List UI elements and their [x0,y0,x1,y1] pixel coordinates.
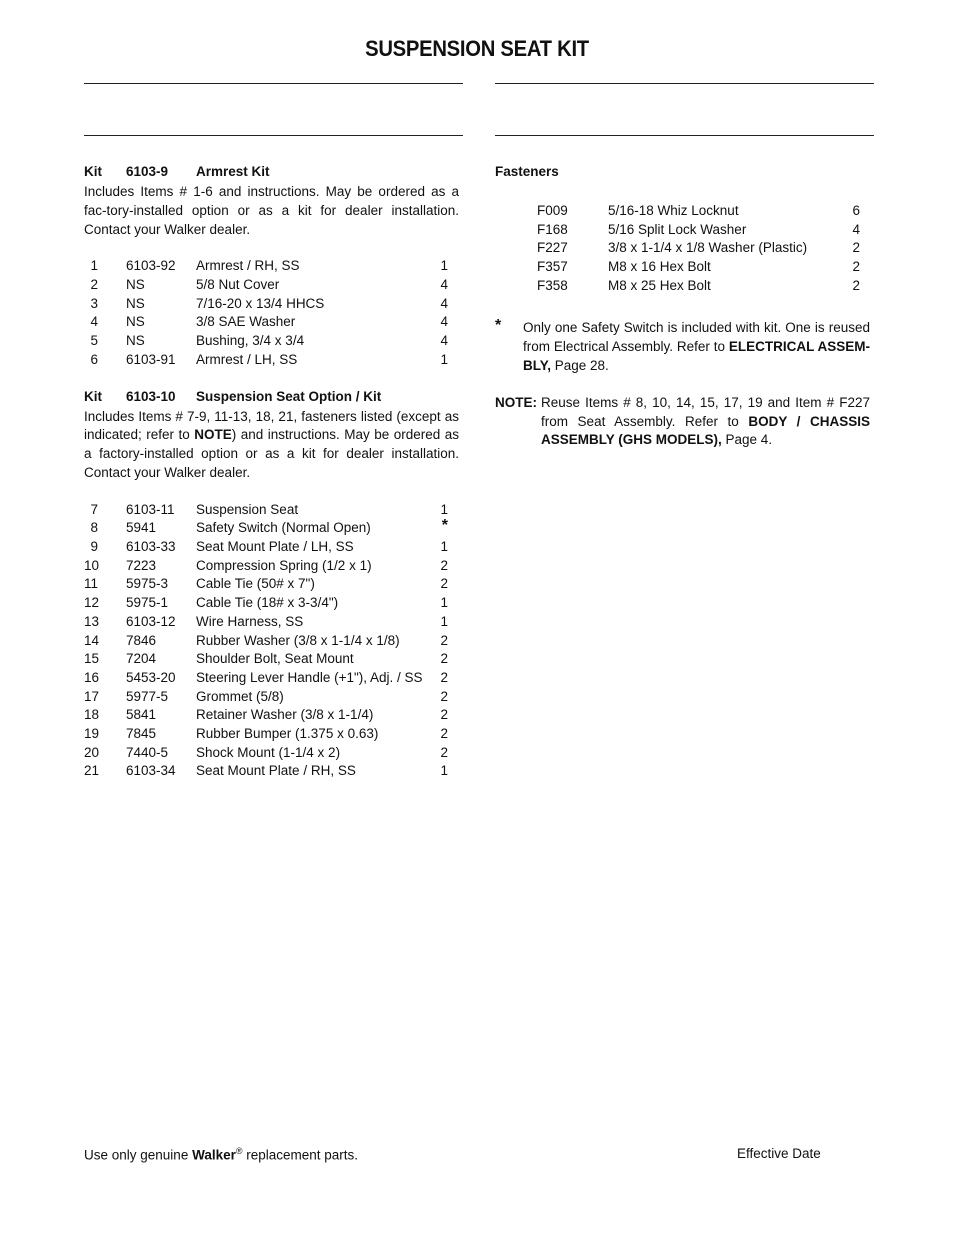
parts-row [84,538,459,557]
part-quantity: 2 [440,669,448,685]
part-description: Shock Mount (1-1/4 x 2) [196,744,341,760]
part-number: 5977-5 [126,688,169,704]
part-number: 5975-3 [126,576,169,592]
part-number: NS [126,277,145,293]
fastener-description: M8 x 25 Hex Bolt [608,277,711,293]
footer-brand: Walker [192,1147,236,1163]
note-reference: ELECTRICAL ASSEM-BLY, [523,339,870,374]
part-number: NS [126,333,145,349]
left-second-rule [84,135,463,136]
fastener-quantity: 2 [852,277,860,293]
kit-label: Kit [84,164,102,179]
registered-mark: ® [235,1146,243,1156]
fastener-row [495,239,870,258]
item-number: 10 [84,557,100,573]
armrest-kit-heading [84,164,459,183]
parts-row [84,351,459,370]
part-quantity: 1 [440,595,448,611]
fastener-description: 3/8 x 1-1/4 x 1/8 Washer (Plastic) [608,240,808,256]
parts-row [84,594,459,613]
part-number: 7440-5 [126,744,169,760]
part-quantity: 1 [440,763,448,779]
part-number: 6103-33 [126,539,176,555]
parts-row [84,519,459,538]
parts-row [84,276,459,295]
left-top-rule [84,83,463,84]
description-text: ) and instructions. May be ordered as a factory-installed option or as a kit for dealer installation. Contact your Walker dealer. [84,427,459,480]
fasteners-list [495,202,870,295]
part-quantity: 2 [440,744,448,760]
part-description: Cable Tie (50# x 7") [196,576,315,592]
item-number: 15 [84,651,100,667]
fastener-row [495,258,870,277]
fastener-code: F358 [537,277,568,293]
part-quantity: 4 [440,277,448,293]
part-quantity: 1 [440,613,448,629]
kit-number: 6103-9 [126,164,169,179]
suspension-kit-description [84,408,459,483]
part-number: 7223 [126,557,157,573]
note-text: Reuse Items # 8, 10, 14, 15, 17, 19 and Item # F227 from Seat Assembly. Refer to [541,394,870,429]
part-description: Cable Tie (18# x 3-3/4") [196,595,339,611]
parts-row [84,762,459,781]
footer-genuine-parts [84,1146,358,1163]
part-description: Suspension Seat [196,501,299,517]
parts-row [84,313,459,332]
item-number: 14 [84,632,100,648]
item-number: 9 [90,539,98,555]
footer-text: replacement parts. [242,1147,359,1163]
part-number: 5941 [126,520,157,536]
fastener-quantity: 6 [852,203,860,218]
part-description: Compression Spring (1/2 x 1) [196,557,372,573]
note-label: NOTE: [495,394,537,410]
suspension-parts-list [84,501,459,781]
part-description: Seat Mount Plate / LH, SS [196,539,354,555]
fastener-code: F357 [537,259,568,275]
left-column [84,164,459,781]
part-number: 6103-92 [126,258,176,274]
part-number: 5975-1 [126,595,169,611]
item-number: 19 [84,725,100,741]
description-text: Includes Items # 7-9, 11-13, 18, 21, fasteners listed (except as indicated; refer to [84,408,459,443]
part-description: Bushing, 3/4 x 3/4 [196,333,305,349]
fastener-row [495,277,870,296]
parts-row [84,688,459,707]
part-number: 5453-20 [126,669,176,685]
part-quantity: 1 [440,501,448,517]
part-description: Retainer Washer (3/8 x 1-1/4) [196,707,374,723]
part-description: 3/8 SAE Washer [196,314,296,330]
part-quantity: 2 [440,576,448,592]
part-description: Armrest / LH, SS [196,351,298,367]
parts-row [84,332,459,351]
right-top-rule [495,83,874,84]
fastener-row [495,221,870,240]
part-description: Rubber Washer (3/8 x 1-1/4 x 1/8) [196,632,400,648]
note-reference: BODY / CHASSIS ASSEMBLY (GHS MODELS), [541,413,870,448]
item-number: 12 [84,595,100,611]
right-second-rule [495,135,874,136]
fasteners-heading-text: Fasteners [495,164,559,179]
fastener-code: F168 [537,221,568,237]
item-number: 1 [90,258,98,274]
fastener-row [495,202,870,221]
fastener-quantity: 4 [852,221,860,237]
armrest-parts-list [84,257,459,369]
part-quantity: 2 [440,632,448,648]
item-number: 21 [84,763,100,779]
part-number: 5841 [126,707,157,723]
part-quantity: 4 [440,314,448,330]
fastener-quantity: 2 [852,259,860,275]
parts-row [84,501,459,520]
part-description: Shoulder Bolt, Seat Mount [196,651,354,667]
item-number: 3 [90,295,98,311]
safety-switch-note [495,319,870,375]
fastener-code: F227 [537,240,568,256]
item-number: 2 [90,277,98,293]
note-text: Only one Safety Switch is included with kit. One is reused from Electrical Assembly. Refer to [523,320,870,355]
part-quantity: 2 [440,707,448,723]
part-quantity: 1 [440,539,448,555]
kit-name: Suspension Seat Option / Kit [196,388,382,404]
parts-row [84,650,459,669]
parts-row [84,632,459,651]
fastener-description: 5/16-18 Whiz Locknut [608,203,739,218]
item-number: 13 [84,613,100,629]
kit-label: Kit [84,388,102,404]
fastener-code: F009 [537,203,568,218]
fastener-quantity: 2 [852,240,860,256]
item-number: 20 [84,744,100,760]
item-number: 8 [90,520,98,536]
item-number: 11 [84,576,99,592]
part-quantity: 2 [440,557,448,573]
part-quantity: 2 [440,651,448,667]
suspension-kit-heading [84,389,459,408]
parts-row [84,575,459,594]
reuse-note [495,394,870,450]
kit-number: 6103-10 [126,388,176,404]
footer-text: Use only genuine [84,1147,193,1163]
part-description: Grommet (5/8) [196,688,284,704]
description-note-ref: NOTE [194,427,232,443]
part-quantity: * [441,517,448,535]
part-number: 6103-12 [126,613,176,629]
item-number: 17 [84,688,100,704]
part-description: 7/16-20 x 13/4 HHCS [196,295,325,311]
armrest-kit-description: Includes Items # 1-6 and instructions. May be ordered as a fac-tory-installed option or as a kit for dealer installation. Contact your Walker dealer. [84,184,459,237]
kit-name: Armrest Kit [196,164,270,179]
right-column [495,164,870,450]
part-quantity: 2 [440,725,448,741]
part-number: NS [126,314,145,330]
part-description: Armrest / RH, SS [196,258,300,274]
parts-row [84,613,459,632]
part-quantity: 4 [440,333,448,349]
parts-row [84,295,459,314]
asterisk-symbol: * [495,317,502,335]
parts-row [84,706,459,725]
part-quantity: 1 [440,258,448,274]
part-description: Wire Harness, SS [196,613,304,629]
parts-row [84,725,459,744]
part-number: NS [126,295,145,311]
part-description: Safety Switch (Normal Open) [196,520,371,536]
part-number: 7845 [126,725,157,741]
item-number: 4 [90,314,98,330]
part-description: Steering Lever Handle (+1"), Adj. / SS [196,669,423,685]
fasteners-heading [495,164,870,183]
part-number: 7846 [126,632,157,648]
page-title: SUSPENSION SEAT KIT [365,36,589,61]
note-text: Page 4. [721,432,773,448]
footer-effective-date: Effective Date [737,1146,821,1161]
item-number: 6 [90,351,98,367]
item-number: 18 [84,707,100,723]
part-quantity: 4 [440,295,448,311]
part-number: 6103-11 [126,501,175,517]
part-description: Rubber Bumper (1.375 x 0.63) [196,725,379,741]
parts-row [84,257,459,276]
parts-row [84,669,459,688]
part-description: 5/8 Nut Cover [196,277,280,293]
item-number: 7 [90,501,98,517]
part-description: Seat Mount Plate / RH, SS [196,763,356,779]
note-text: Page 28. [551,358,609,374]
item-number: 5 [90,333,98,349]
part-number: 6103-91 [126,351,176,367]
part-number: 6103-34 [126,763,176,779]
parts-row [84,557,459,576]
part-quantity: 1 [440,351,448,367]
fastener-description: 5/16 Split Lock Washer [608,221,747,237]
part-quantity: 2 [440,688,448,704]
parts-row [84,744,459,763]
item-number: 16 [84,669,100,685]
part-number: 7204 [126,651,157,667]
fastener-description: M8 x 16 Hex Bolt [608,259,711,275]
